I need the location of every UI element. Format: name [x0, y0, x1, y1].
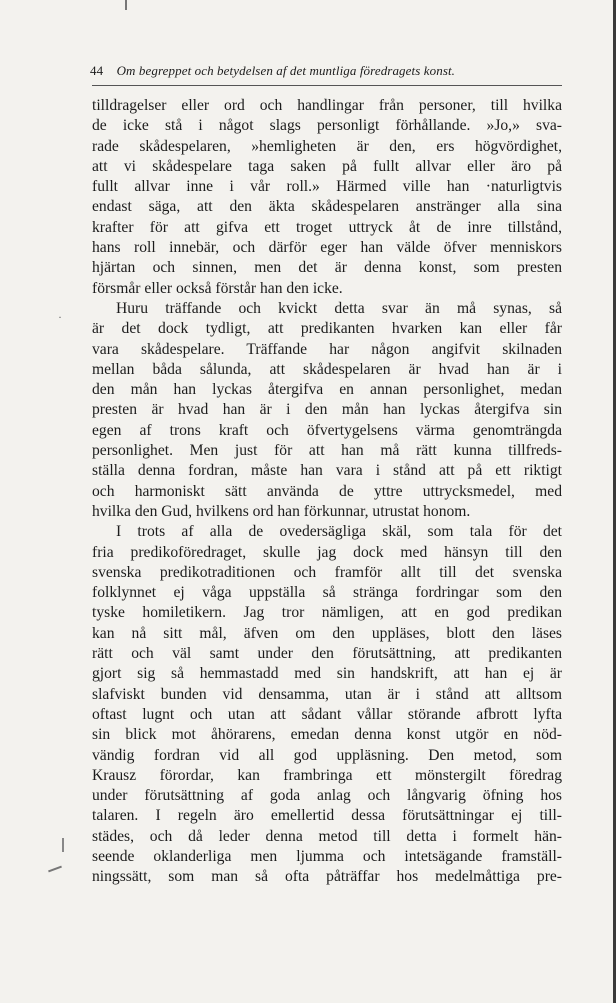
- text-line: fullt allvar inne i vår roll.» Härmed ville han ·naturligtvis: [92, 178, 562, 196]
- text-line: talaren. I regeln äro emellertid dessa förutsättningar ej till-: [92, 807, 562, 825]
- text-line: endast säga, att den äkta skådespelaren anstränger alla sina: [92, 198, 562, 216]
- text-line: och harmoniskt sätt använda de yttre uttrycksmedel, med: [92, 482, 562, 500]
- text-line: de icke stå i något slags personligt förhållande. »Jo,» sva-: [92, 117, 562, 135]
- header-rule: [92, 85, 562, 86]
- text-line: hans roll innebär, och därför eger han välde öfver menniskors: [92, 239, 562, 257]
- body-text: [92, 96, 562, 888]
- margin-mark: ·: [58, 310, 62, 324]
- margin-mark: [62, 838, 64, 852]
- text-line: är det dock tydligt, att predikanten hvarken kan eller får: [92, 320, 562, 338]
- running-header: [90, 63, 550, 79]
- text-line: Krausz förordar, kan frambringa ett mönstergilt föredrag: [92, 766, 562, 784]
- text-line: oftast lugnt och utan att sådant vållar störande afbrott lyfta: [92, 705, 562, 723]
- text-line: under förutsättning af goda anlag och långvarig öfning hos: [92, 787, 562, 805]
- text-line: personlighet. Men just för att han må rätt kunna tillfreds-: [92, 442, 562, 460]
- margin-mark: [48, 866, 62, 873]
- text-line: egen af trons kraft och öfvertygelsens värma genomträngda: [92, 421, 562, 439]
- text-line: mellan båda sålunda, att skådespelaren är hvad han är i: [92, 360, 562, 378]
- text-line: seende oklanderliga men ljumma och intetsägande framställ-: [92, 847, 562, 865]
- text-line: fria predikoföredraget, skulle jag dock med hänsyn till den: [92, 543, 562, 561]
- text-line: försmår eller också förstår han den icke.: [92, 279, 343, 297]
- text-line: städes, och då leder denna metod till detta i formelt hän-: [92, 827, 562, 845]
- running-title: Om begreppet och betydelsen af det muntliga föredragets konst.: [116, 63, 456, 78]
- text-line: rätt och väl samt under den förutsättning, att predikanten: [92, 645, 562, 663]
- text-line: tilldragelser eller ord och handlingar från personer, till hvilka: [92, 97, 562, 114]
- text-line: tyske homiletikern. Jag tror nämligen, att en god predikan: [92, 604, 562, 622]
- text-line: hjärtan och sinnen, men det är denna konst, som presten: [92, 259, 562, 277]
- page-number: 44: [90, 63, 104, 78]
- text-line: Huru träffande och kvickt detta svar än må synas, så: [116, 299, 562, 317]
- page-top-mark: [125, 0, 127, 10]
- text-line: vändig fordran vid all god uppläsning. Den metod, som: [92, 746, 562, 764]
- text-line: sin blick mot åhörarens, emedan denna konst utgör en nöd-: [92, 726, 562, 744]
- text-line: folklynnet ej våga uppställa så stränga fordringar som den: [92, 584, 562, 602]
- text-line: ningssätt, som man så ofta påträffar hos medelmåttiga pre-: [92, 868, 562, 886]
- text-line: ställa denna fordran, måste han vara i stånd att på ett riktigt: [92, 462, 562, 480]
- text-line: att vi skådespelare taga saken på fullt allvar eller äro på: [92, 157, 562, 175]
- text-line: I trots af alla de ovedersägliga skäl, som tala för det: [116, 523, 562, 541]
- text-line: slafviskt bunden vid densamma, utan är i stånd att alltsom: [92, 685, 562, 703]
- text-line: hvilka den Gud, hvilkens ord han förkunnar, utrustat honom.: [92, 502, 471, 520]
- text-line: gjort sig så hemmastadd med sin handskrift, att han ej är: [92, 665, 562, 683]
- text-line: krafter för att gifva ett troget uttryck åt de inre tillstånd,: [92, 218, 562, 236]
- text-line: kan nå sitt mål, äfven om den uppläses, blott den läses: [92, 624, 562, 642]
- text-line: presten är hvad han är i den mån han lyckas återgifva sin: [92, 401, 562, 419]
- text-line: svenska predikotraditionen och framför allt till det svenska: [92, 563, 562, 581]
- text-line: den mån han lyckas återgifva en annan personlighet, medan: [92, 381, 562, 399]
- text-line: rade skådespelaren, »hemligheten är den, ers högvördighet,: [92, 137, 562, 155]
- text-line: vara skådespelare. Träffande har någon angifvit skilnaden: [92, 340, 562, 358]
